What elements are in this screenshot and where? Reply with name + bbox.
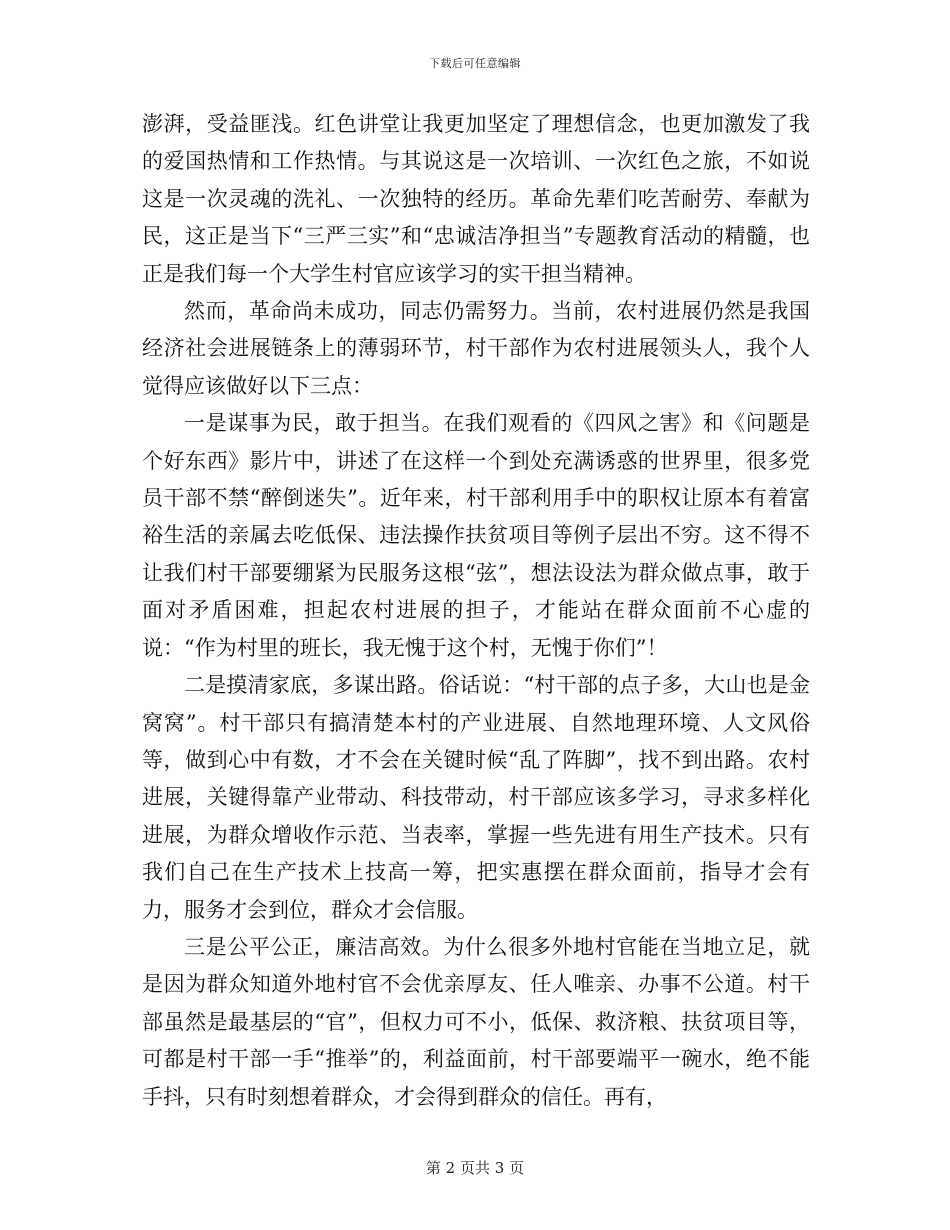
- page-footer: 第 2 页共 3 页: [425, 1159, 525, 1177]
- paragraph-intro: 然而，革命尚未成功，同志仍需努力。当前，农村进展仍然是我国经济社会进展链条上的薄弱环节，村干部作为农村进展领头人，我个人觉得应该做好以下三点：: [142, 299, 810, 398]
- paragraph-point-one: 一是谋事为民，敢于担当。在我们观看的《四风之害》和《问题是个好东西》影片中，讲述了在这样一个到处充满诱惑的世界里，很多党员干部不禁“醉倒迷失”。近年来，村干部利用手中的职权让原本有着富裕生活的亲属去吃低保、违法操作扶贫项目等例子层出不穷。这不得不让我们村干部要绷紧为民服务这根“弦”，想法设法为群众做点事，敢于面对矛盾困难，担起农村进展的担子，才能站在群众面前不心虚的说：“作为村里的班长，我无愧于这个村，无愧于你们”！: [142, 411, 810, 660]
- paragraph-point-three: 三是公平公正，廉洁高效。为什么很多外地村官能在当地立足，就是因为群众知道外地村官不会优亲厚友、任人唯亲、办事不公道。村干部虽然是最基层的“官”，但权力可不小，低保、救济粮、扶贫项目等，可都是村干部一手“推举”的，利益面前，村干部要端平一碗水，绝不能手抖，只有时刻想着群众，才会得到群众的信任。再有，: [142, 934, 810, 1109]
- paragraph-continuation: 澎湃，受益匪浅。红色讲堂让我更加坚定了理想信念，也更加激发了我的爱国热情和工作热情。与其说这是一次培训、一次红色之旅，不如说这是一次灵魂的洗礼、一次独特的经历。革命先辈们吃苦耐劳、奉献为民，这正是当下“三严三实”和“忠诚洁净担当”专题教育活动的精髓，也正是我们每一个大学生村官应该学习的实干担当精神。: [142, 112, 810, 286]
- paragraph-point-two: 二是摸清家底，多谋出路。俗话说：“村干部的点子多，大山也是金窝窝”。村干部只有搞清楚本村的产业进展、自然地理环境、人文风俗等，做到心中有数，才不会在关键时候“乱了阵脚”，找不到出路。农村进展，关键得靠产业带动、科技带动，村干部应该多学习，寻求多样化进展，为群众增收作示范、当表率，掌握一些先进有用生产技术。只有我们自己在生产技术上技高一筹，把实惠摆在群众面前，指导才会有力，服务才会到位，群众才会信服。: [142, 673, 810, 922]
- page-header: 下载后可任意编辑: [429, 57, 521, 70]
- document-body: [142, 106, 810, 1116]
